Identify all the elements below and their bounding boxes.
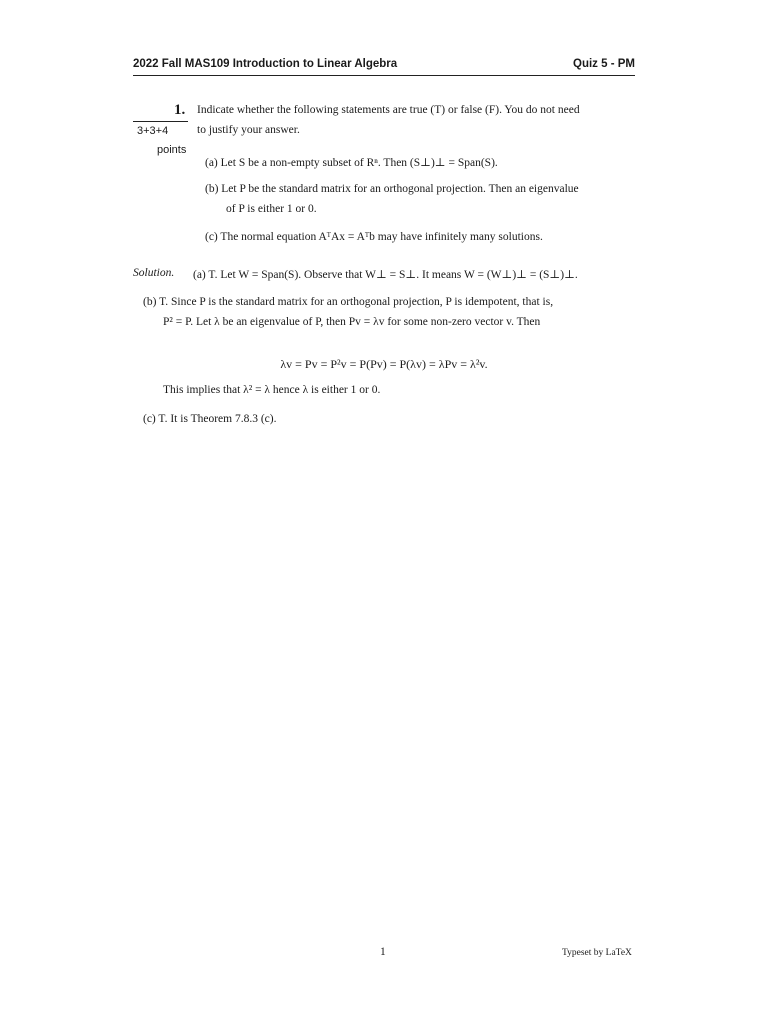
question-number: 1. [174,102,186,118]
solution-equation: λv = Pv = P²v = P(Pv) = P(λv) = λPv = λ²v. [280,357,488,371]
solution-b-line3: This implies that λ² = λ hence λ is either 1 or 0. [163,384,381,396]
solution-a: (a) T. Let W = Span(S). Observe that W⊥ = S⊥. It means W = (W⊥)⊥ = (S⊥)⊥. [193,269,578,281]
part-b-line1: (b) Let P be the standard matrix for an orthogonal projection. Then an eigenvalue [205,183,579,195]
page-number: 1 [380,946,386,958]
typeset-note: Typeset by LaTeX [562,948,632,958]
course-title: 2022 Fall MAS109 Introduction to Linear Algebra [133,58,398,70]
points-value: 3+3+4 [137,125,169,137]
quiz-title: Quiz 5 - PM [573,58,635,70]
header-rule [133,75,635,76]
solution-c: (c) T. It is Theorem 7.8.3 (c). [143,413,277,425]
points-label: points [157,144,187,156]
page-header [133,58,635,74]
points-rule [133,121,188,122]
solution-b-line1: (b) T. Since P is the standard matrix for an orthogonal projection, P is idempotent, that is, [143,296,554,308]
question-text-line2: to justify your answer. [197,124,300,136]
part-c: (c) The normal equation AᵀAx = Aᵀb may have infinitely many solutions. [205,231,543,243]
part-a: (a) Let S be a non-empty subset of Rⁿ. Then (S⊥)⊥ = Span(S). [205,157,498,169]
solution-label: Solution. [133,267,175,279]
part-b-line2: of P is either 1 or 0. [226,203,317,215]
solution-b-line2: P² = P. Let λ be an eigenvalue of P, then Pv = λv for some non-zero vector v. Then [163,316,541,328]
question-text-line1: Indicate whether the following statements are true (T) or false (F). You do not need [197,104,580,116]
